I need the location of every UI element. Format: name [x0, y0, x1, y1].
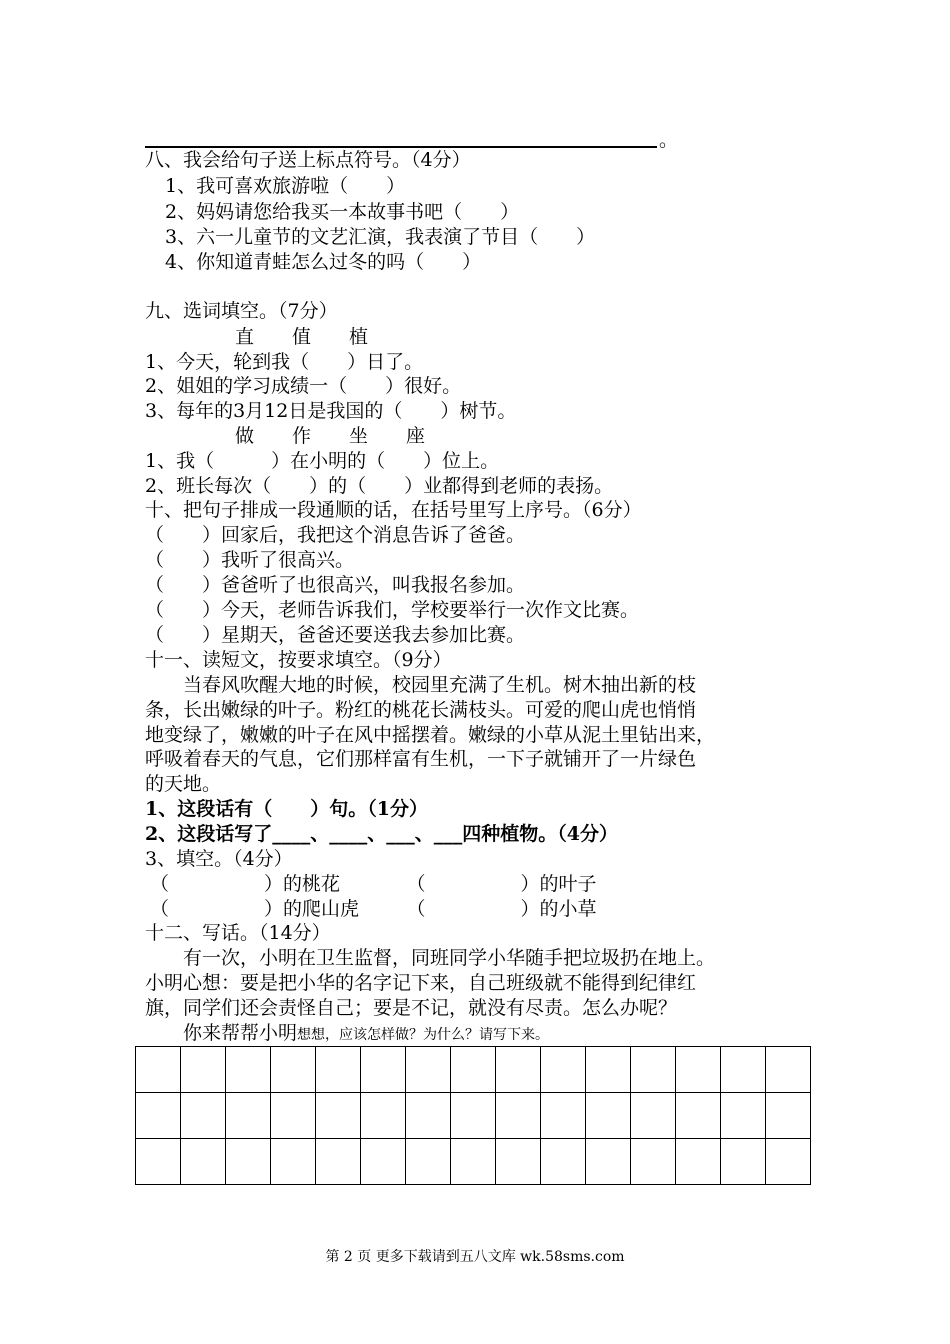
- grid-cell[interactable]: [271, 1093, 316, 1139]
- section10-item: （ ）今天，老师告诉我们，学校要举行一次作文比赛。: [145, 599, 640, 621]
- grid-cell[interactable]: [586, 1047, 631, 1093]
- writing-grid: [135, 1046, 811, 1185]
- grid-cell[interactable]: [541, 1047, 586, 1093]
- writing-task: [145, 1021, 549, 1047]
- grid-cell[interactable]: [676, 1139, 721, 1185]
- grid-cell[interactable]: [721, 1093, 766, 1139]
- writing-task-instruction: 想想，应该怎样做？为什么？请写下来。: [297, 1027, 550, 1043]
- section10-title: 十、把句子排成一段通顺的话，在括号里写上序号。（6分）: [145, 499, 642, 521]
- grid-cell[interactable]: [586, 1093, 631, 1139]
- grid-cell[interactable]: [316, 1093, 361, 1139]
- section9-item: 1、今天，轮到我（ ）日了。: [145, 351, 424, 373]
- grid-cell[interactable]: [181, 1139, 226, 1185]
- passage-line: 条，长出嫩绿的叶子。粉红的桃花长满枝头。可爱的爬山虎也悄悄: [145, 699, 697, 721]
- fill-blank-row: （ ）的桃花 （ ）的叶子: [150, 873, 597, 895]
- section9-title: 九、选词填空。（7分）: [145, 300, 338, 322]
- writing-task-main: 你来帮帮小明: [145, 1022, 298, 1044]
- grid-cell[interactable]: [541, 1139, 586, 1185]
- grid-cell[interactable]: [361, 1047, 406, 1093]
- grid-cell[interactable]: [451, 1047, 496, 1093]
- grid-cell[interactable]: [406, 1093, 451, 1139]
- grid-cell[interactable]: [676, 1047, 721, 1093]
- passage-line: 地变绿了，嫩嫩的叶子在风中摇摆着。嫩绿的小草从泥土里钻出来，: [145, 724, 716, 746]
- section11-title: 十一、读短文，按要求填空。（9分）: [145, 649, 452, 671]
- section12-title: 十二、写话。（14分）: [145, 922, 331, 944]
- grid-cell[interactable]: [496, 1139, 541, 1185]
- grid-cell[interactable]: [226, 1093, 271, 1139]
- grid-cell[interactable]: [496, 1047, 541, 1093]
- section10-item: （ ）星期天，爸爸还要送我去参加比赛。: [145, 624, 526, 646]
- grid-cell[interactable]: [766, 1139, 811, 1185]
- grid-cell[interactable]: [631, 1139, 676, 1185]
- grid-cell[interactable]: [226, 1139, 271, 1185]
- writing-prompt-line: 旗，同学们还会责怪自己；要是不记，就没有尽责。怎么办呢？: [145, 997, 678, 1019]
- section9-item: 3、每年的3月12日是我国的（ ）树节。: [145, 400, 517, 422]
- passage-line: 呼吸着春天的气息，它们那样富有生机，一下子就铺开了一片绿色: [145, 748, 697, 770]
- section10-item: （ ）我听了很高兴。: [145, 549, 355, 571]
- section8-title: 八、我会给句子送上标点符号。（4分）: [145, 149, 471, 171]
- section9-word-choices-1: 直 值 植: [235, 326, 369, 348]
- section11-question-3: 3、填空。（4分）: [145, 848, 293, 870]
- section9-item: 1、我（ ）在小明的（ ）位上。: [145, 450, 500, 472]
- grid-cell[interactable]: [451, 1093, 496, 1139]
- grid-cell[interactable]: [181, 1093, 226, 1139]
- section11-question-1: 1、这段话有（ ）句。（1分）: [145, 798, 428, 820]
- grid-cell[interactable]: [406, 1139, 451, 1185]
- section8-item: 4、你知道青蛙怎么过冬的吗（ ）: [165, 251, 482, 273]
- writing-prompt-line: 有一次，小明在卫生监督，同班同学小华随手把垃圾扔在地上。: [145, 947, 716, 969]
- section9-item: 2、班长每次（ ）的（ ）业都得到老师的表扬。: [145, 475, 614, 497]
- passage-line: 当春风吹醒大地的时候，校园里充满了生机。树木抽出新的枝: [145, 674, 697, 696]
- grid-cell[interactable]: [136, 1093, 181, 1139]
- grid-cell[interactable]: [721, 1047, 766, 1093]
- grid-cell[interactable]: [361, 1093, 406, 1139]
- section11-question-2: 2、这段话写了____、____、___、___四种植物。（4分）: [145, 823, 618, 845]
- grid-cell[interactable]: [316, 1047, 361, 1093]
- grid-cell[interactable]: [766, 1093, 811, 1139]
- grid-cell[interactable]: [181, 1047, 226, 1093]
- grid-cell[interactable]: [136, 1047, 181, 1093]
- grid-cell[interactable]: [451, 1139, 496, 1185]
- grid-cell[interactable]: [496, 1093, 541, 1139]
- section8-item: 2、妈妈请您给我买一本故事书吧（ ）: [165, 201, 520, 223]
- grid-row: [136, 1047, 811, 1093]
- grid-cell[interactable]: [631, 1093, 676, 1139]
- grid-cell[interactable]: [406, 1047, 451, 1093]
- grid-cell[interactable]: [361, 1139, 406, 1185]
- section9-item: 2、姐姐的学习成绩一（ ）很好。: [145, 375, 462, 397]
- grid-row: [136, 1093, 811, 1139]
- writing-prompt-line: 小明心想：要是把小华的名字记下来，自己班级就不能得到纪律红: [145, 972, 697, 994]
- grid-cell[interactable]: [586, 1139, 631, 1185]
- section8-item: 3、六一儿童节的文艺汇演，我表演了节目（ ）: [165, 226, 596, 248]
- page-footer: 第 2 页 更多下载请到五八文库 wk.58sms.com: [325, 1249, 625, 1265]
- section9-word-choices-2: 做 作 坐 座: [235, 425, 426, 447]
- section8-item: 1、我可喜欢旅游啦（ ）: [165, 175, 406, 197]
- grid-cell[interactable]: [271, 1139, 316, 1185]
- grid-cell[interactable]: [541, 1093, 586, 1139]
- grid-cell[interactable]: [316, 1139, 361, 1185]
- grid-cell[interactable]: [226, 1047, 271, 1093]
- grid-cell[interactable]: [676, 1093, 721, 1139]
- answer-line-period: 。: [659, 129, 679, 151]
- section10-item: （ ）回家后，我把这个消息告诉了爸爸。: [145, 524, 526, 546]
- grid-cell[interactable]: [721, 1139, 766, 1185]
- grid-cell[interactable]: [631, 1047, 676, 1093]
- grid-cell[interactable]: [766, 1047, 811, 1093]
- grid-row: [136, 1139, 811, 1185]
- passage-line: 的天地。: [145, 773, 222, 795]
- grid-cell[interactable]: [271, 1047, 316, 1093]
- grid-cell[interactable]: [136, 1139, 181, 1185]
- fill-blank-row: （ ）的爬山虎 （ ）的小草: [150, 898, 597, 920]
- section10-item: （ ）爸爸听了也很高兴，叫我报名参加。: [145, 574, 526, 596]
